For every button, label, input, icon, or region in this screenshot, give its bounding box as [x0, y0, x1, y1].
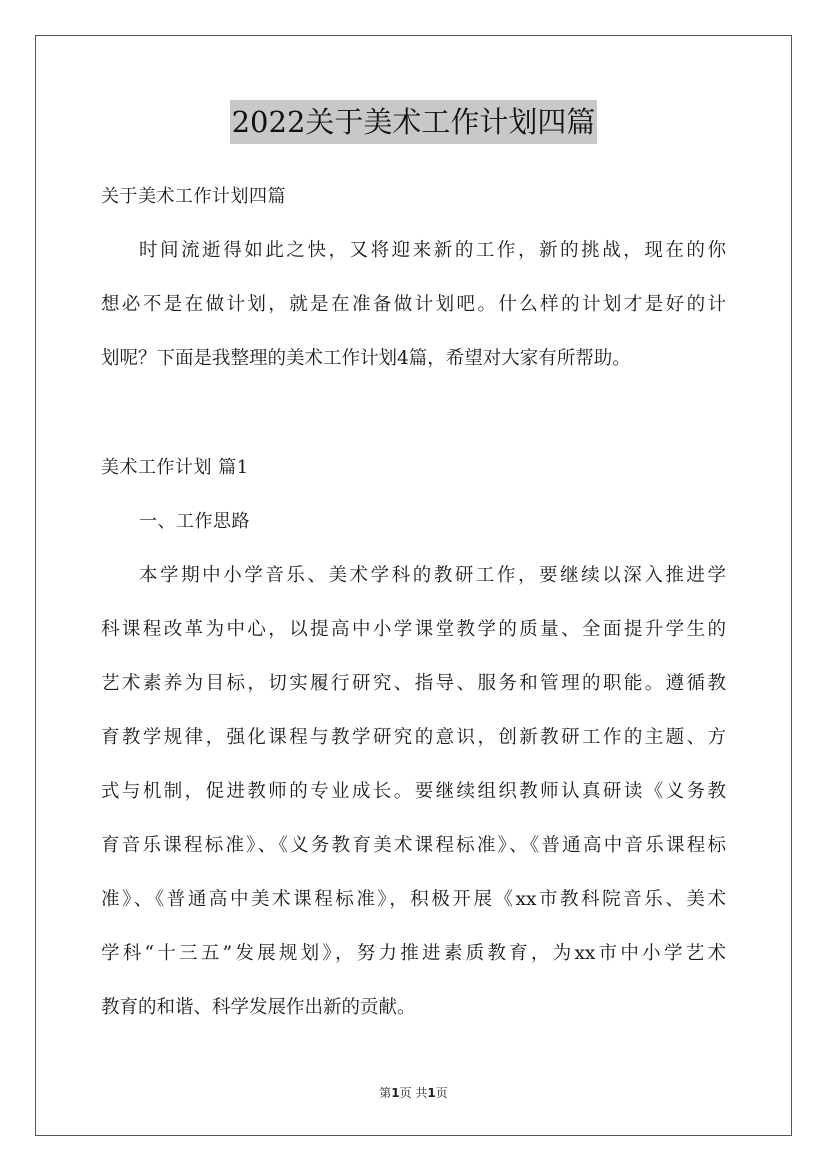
document-title: 2022关于美术工作计划四篇 [230, 100, 598, 144]
intro-line-3: 划呢？下面是我整理的美术工作计划4篇，希望对大家有所帮助。 [101, 348, 631, 369]
intro-line-2: 想必不是在做计划，就是在准备做计划吧。什么样的计划才是好的计 [101, 294, 726, 315]
document-subtitle: 关于美术工作计划四篇 [101, 186, 286, 207]
body-line-8: 学科“十三五”发展规划》，努力推进素质教育，为xx市中小学艺术 [101, 943, 726, 964]
intro-line-1: 时间流逝得如此之快，又将迎来新的工作，新的挑战，现在的你 [139, 240, 726, 261]
sub-heading: 一、工作思路 [139, 511, 250, 532]
footer-page-prefix: 第 [379, 1086, 392, 1100]
body-line-2: 科课程改革为中心，以提高中小学课堂教学的质量、全面提升学生的 [101, 619, 726, 640]
body-line-4: 育教学规律，强化课程与教学研究的意识，创新教研工作的主题、方 [101, 727, 726, 748]
body-line-3: 艺术素养为目标，切实履行研究、指导、服务和管理的职能。遵循教 [101, 673, 726, 694]
body-line-6: 育音乐课程标准》、《义务教育美术课程标准》、《普通高中音乐课程标 [101, 835, 726, 856]
page-footer [0, 1084, 827, 1101]
title-container [0, 100, 827, 144]
footer-page-suffix: 页 [435, 1086, 448, 1100]
footer-page-total: 1 [427, 1086, 436, 1100]
footer-page-current: 1 [391, 1086, 400, 1100]
body-line-1: 本学期中小学音乐、美术学科的教研工作，要继续以深入推进学 [139, 565, 726, 586]
footer-page-mid: 页 共 [399, 1086, 428, 1100]
body-line-7: 准》、《普通高中美术课程标准》，积极开展《xx市教科院音乐、美术 [101, 889, 726, 910]
body-line-5: 式与机制，促进教师的专业成长。要继续组织教师认真研读《义务教 [101, 781, 726, 802]
body-line-9: 教育的和谐、科学发展作出新的贡献。 [101, 997, 416, 1018]
section-heading: 美术工作计划 篇1 [101, 457, 249, 478]
